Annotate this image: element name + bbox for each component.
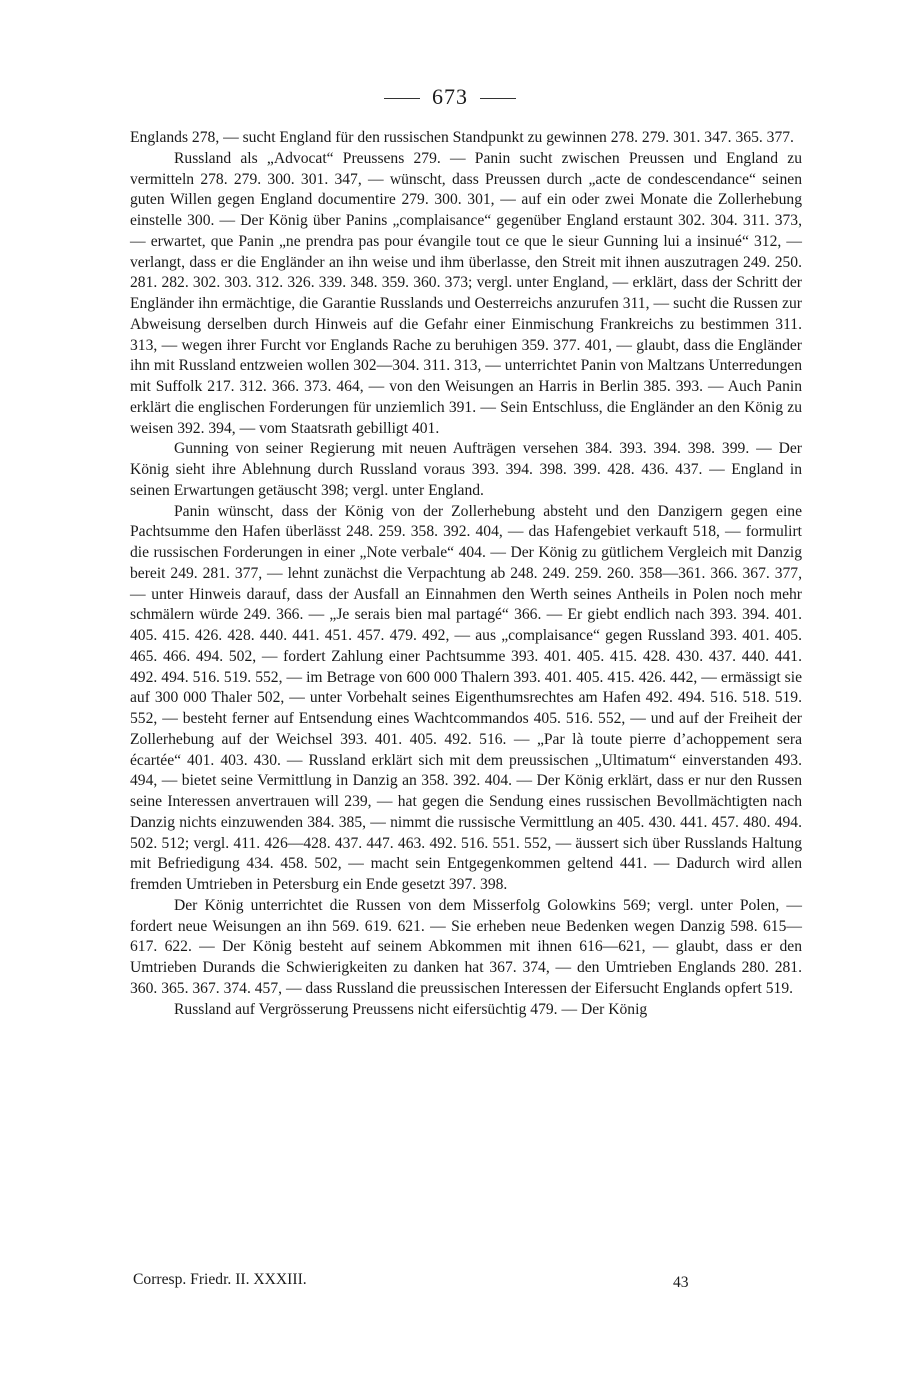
footer-signature: Corresp. Friedr. II. XXXIII. bbox=[133, 1271, 307, 1288]
paragraph: Russland auf Vergrösserung Preussens nicht eifersüchtig 479. — Der König bbox=[174, 1000, 648, 1018]
index-text bbox=[130, 128, 802, 1020]
header-rule-right bbox=[480, 98, 516, 99]
footer-sheet-number: 43 bbox=[673, 1274, 689, 1291]
paragraph: Gunning von seiner Regierung mit neuen Aufträgen versehen 384. 393. 394. 398. 399. — Der König sieht ihre Ablehnung durch Russland voraus 393. 394. 398. 399. 428. 436. 437. — England in seinen Erwartungen getäuscht 398; vergl. unter England. bbox=[130, 440, 802, 499]
page-header bbox=[0, 84, 900, 110]
paragraph: Englands 278, — sucht England für den russischen Standpunkt zu gewinnen 278. 279. 301. 347. 365. 377. bbox=[130, 129, 794, 146]
paragraph: Panin wünscht, dass der König von der Zollerhebung absteht und den Danzigern gegen eine Pachtsumme den Hafen überlässt 248. 259. 358. 392. 404, — das Hafengebiet verkauft 518, — formulirt die russischen Forderungen in einer „Note verbale“ 404. — Der König zu gütlichem Vergleich mit Danzig bereit 249. 281. 377, — lehnt zunächst die Verpachtung ab 248. 249. 259. 260. 358—361. 366. 367. 377, — unter Hinweis darauf, dass der Ausfall an Einnahmen den Werth seines Antheils in Polen noch mehr schmälern würde 249. 366. — „Je serais bien mal partagé“ 366. — Er giebt endlich nach 393. 394. 401. 405. 415. 426. 428. 440. 441. 451. 457. 479. 492, — aus „complaisance“ gegen Russland 393. 401. 405. 465. 466. 494. 502, — fordert Zahlung einer Pachtsumme 393. 401. 405. 415. 428. 430. 437. 440. 441. 492. 494. 516. 519. 552, — im Betrage von 600 000 Thalern 393. 401. 405. 415. 426. 442, — ermässigt sie auf 300 000 Thaler 502, — unter Vorbehalt seines Eigenthumsrechtes am Hafen 492. 494. 516. 518. 519. 552, — besteht ferner auf Entsendung eines Wachtcommandos 405. 516. 552, — und auf der Freiheit der Zollerhebung auf der Weichsel 393. 401. 405. 492. 516. — „Par là toute pierre d’achoppement sera écartée“ 401. 403. 430. — Russland erklärt sich mit dem preussischen „Ultimatum“ einverstanden 493. 494, — bietet seine Vermittlung in Danzig an 358. 392. 404. — Der König erklärt, dass er nur den Russen seine Interessen anvertrauen will 239, — hat gegen die Sendung eines russischen Bevollmächtigten nach Danzig nichts einzuwenden 384. 385, — nimmt die russische Vermittlung an 405. 430. 441. 457. 480. 494. 502. 512; vergl. 411. 426—428. 437. 447. 463. 492. 516. 551. 552, — äussert sich über Russlands Haltung mit Befriedigung 434. 458. 502, — macht sein Entgegenkommen geltend 441. — Dadurch wird allen fremden Umtrieben in Petersburg ein Ende gesetzt 397. 398. bbox=[130, 502, 802, 893]
paragraph: Russland als „Advocat“ Preussens 279. — Panin sucht zwischen Preussen und England zu vermitteln 278. 279. 300. 301. 347, — wünscht, dass Preussen durch „acte de condescendance“ seinen guten Willen gegen England documentire 279. 300. 301, — auf ein oder zwei Monate die Zollerhebung einstelle 300. — Der König über Panins „complaisance“ gegenüber England erstaunt 302. 304. 311. 373, — erwartet, que Panin „ne prendra pas pour évangile tout ce que le sieur Gunning lui a insinué“ 312, — verlangt, dass er die Engländer an ihn weise und ihm überlasse, den Streit mit ihnen auszutragen 249. 250. 281. 282. 302. 303. 312. 326. 339. 348. 359. 360. 373; vergl. unter England, — erklärt, dass der Schritt der Engländer ihn ermächtige, die Garantie Russlands und Oesterreichs anzurufen 311, — sucht die Russen zur Abweisung derselben durch Hinweis auf die Gefahr einer Einmischung Frankreichs zu bestimmen 311. 313, — wegen ihrer Furcht vor Englands Rache zu beruhigen 359. 377. 401, — glaubt, dass die Engländer ihn mit Russland entzweien wollen 302—304. 311. 313, — unterrichtet Panin von Maltzans Unterredungen mit Suffolk 217. 312. 366. 373. 464, — von den Weisungen an Harris in Berlin 385. 393. — Auch Panin erklärt die englischen Forderungen für unziemlich 391. — Sein Entschluss, die Engländer an den König zu weisen 392. 394, — vom Staatsrath gebilligt 401. bbox=[130, 149, 802, 437]
page-number: 673 bbox=[432, 84, 468, 109]
paragraph: Der König unterrichtet die Russen von dem Misserfolg Golowkins 569; vergl. unter Polen, — fordert neue Weisungen an ihn 569. 619. 621. — Sie erheben neue Bedenken wegen Danzig 598. 615—617. 622. — Der König besteht auf seinem Abkommen mit ihnen 616—621, — glaubt, dass er den Umtrieben Durands die Schwierigkeiten zu danken hat 367. 374, — den Umtrieben Englands 280. 281. 360. 365. 367. 374. 457, — dass Russland die preussischen Interessen der Eifersucht Englands opfert 519. bbox=[130, 896, 802, 997]
header-rule-left bbox=[384, 98, 420, 99]
